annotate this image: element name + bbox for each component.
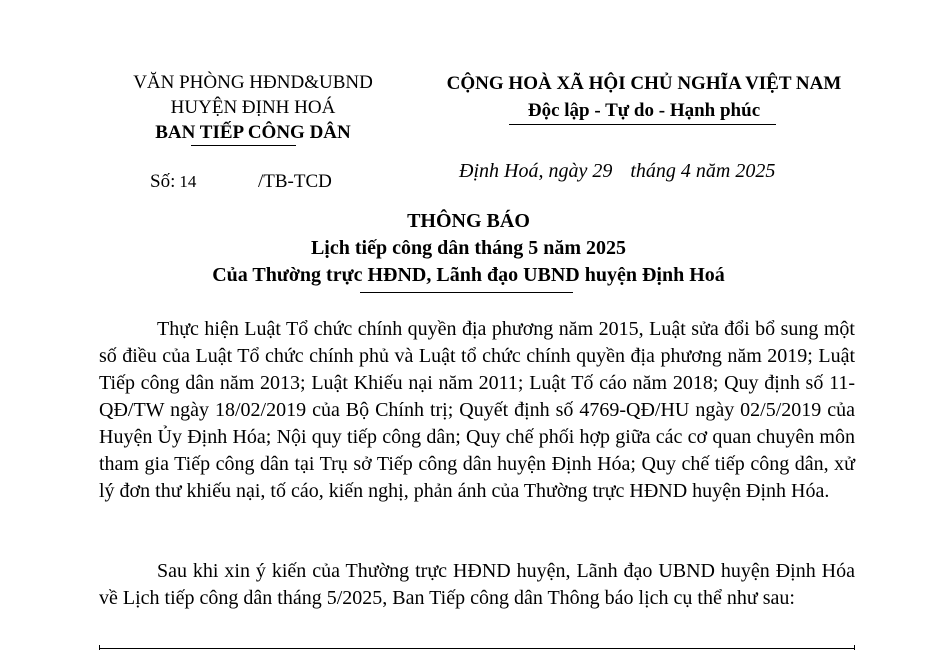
table-right-edge — [854, 645, 855, 650]
doc-number — [150, 171, 196, 193]
agency-line-1: VĂN PHÒNG HĐND&UBND — [133, 72, 373, 93]
date-month-year: tháng 4 năm 2025 — [630, 160, 776, 182]
doc-code: /TB-TCD — [258, 171, 332, 192]
agency-line-2: HUYỆN ĐỊNH HOÁ — [170, 97, 336, 118]
doc-number-label: Số: — [150, 171, 176, 192]
motto-underline — [509, 124, 776, 125]
date-prefix: Định Hoá, ngày 29 — [459, 160, 613, 182]
doc-title: THÔNG BÁO — [407, 210, 530, 232]
body-paragraph-1: Thực hiện Luật Tổ chức chính quyền địa phương năm 2015, Luật sửa đổi bổ sung một số điều của Luật Tổ chức chính phủ và Luật tổ chức chính quyền địa phương năm 2019; Luật Tiếp công dân năm 2013; Luật Khiếu nại năm 2011; Luật Tố cáo năm 2018; Quy định số 11-QĐ/TW ngày 18/02/2019 của Bộ Chính trị; Quyết định số 4769-QĐ/HU ngày 02/5/2019 của Huyện Ủy Định Hóa; Nội quy tiếp công dân; Quy chế phối hợp giữa các cơ quan chuyên môn tham gia Tiếp công dân tại Trụ sở Tiếp công dân huyện Định Hóa; Quy chế tiếp công dân, xử lý đơn thư khiếu nại, tố cáo, kiến nghị, phản ánh của Thường trực HĐND huyện Định Hóa. — [99, 318, 855, 502]
agency-line-3: BAN TIẾP CÔNG DÂN — [155, 122, 351, 143]
national-title: CỘNG HOÀ XÃ HỘI CHỦ NGHĨA VIỆT NAM — [446, 73, 842, 94]
table-top-border — [99, 648, 855, 649]
national-motto: Độc lập - Tự do - Hạnh phúc — [527, 100, 761, 121]
national-motto-block — [410, 70, 878, 124]
agency-underline — [191, 145, 296, 146]
title-underline — [360, 292, 573, 293]
body-paragraph-2: Sau khi xin ý kiến của Thường trực HĐND huyện, Lãnh đạo UBND huyện Định Hóa về Lịch tiếp công dân tháng 5/2025, Ban Tiếp công dân Thông báo lịch cụ thể như sau: — [99, 560, 855, 609]
table-left-edge — [99, 645, 100, 650]
doc-subtitle-2: Của Thường trực HĐND, Lãnh đạo UBND huyện Định Hoá — [212, 264, 725, 286]
issue-date — [459, 160, 775, 183]
issuing-agency-block — [108, 70, 398, 145]
doc-number-value: 14 — [179, 172, 197, 191]
doc-subtitle-1: Lịch tiếp công dân tháng 5 năm 2025 — [310, 237, 627, 259]
